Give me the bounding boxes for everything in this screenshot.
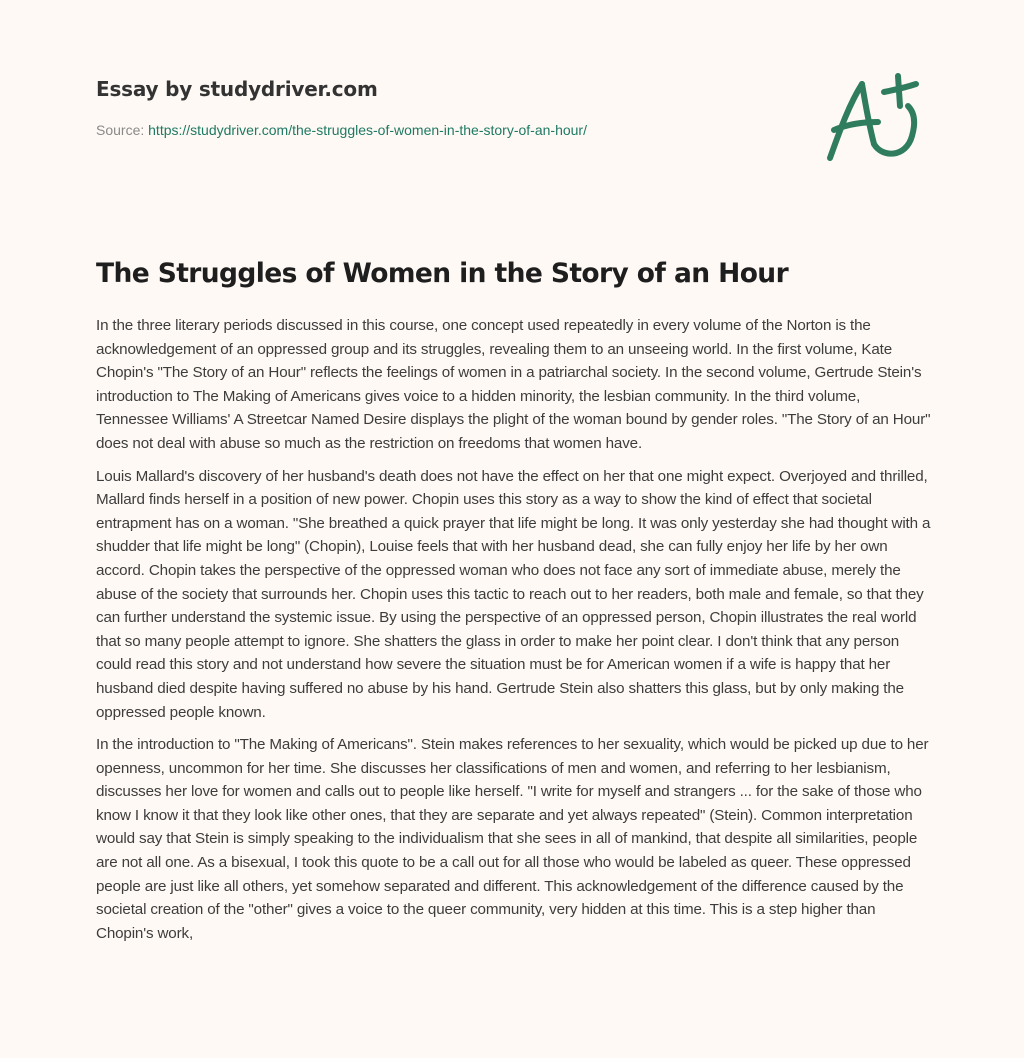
essay-paragraph: In the three literary periods discussed in this course, one concept used repeatedly in every volume of the Norton is the acknowledgement of an oppressed group and its struggles, revealing them to an unseeing world. In the first volume, Kate Chopin's "The Story of an Hour" reflects the feelings of women in a patriarchal society. In the second volume, Gertrude Stein's introduction to The Making of Americans gives voice to a hidden minority, the lesbian community. In the third volume, Tennessee Williams' A Streetcar Named Desire displays the plight of the woman bound by gender roles. "The Story of an Hour" does not deal with abuse so much as the restriction on freedoms that women have. — [96, 317, 931, 452]
source-link[interactable]: https://studydriver.com/the-struggles-of-women-in-the-story-of-an-hour/ — [148, 122, 587, 138]
essay-body — [96, 314, 932, 954]
source-label: Source: — [96, 122, 145, 138]
a-plus-grade-icon — [820, 66, 930, 166]
site-brand: Essay by studydriver.com — [96, 77, 378, 101]
essay-paragraph: Louis Mallard's discovery of her husband's death does not have the effect on her that one might expect. Overjoyed and thrilled, Mallard finds herself in a position of new power. Chopin uses this story as a way to show the kind of effect that societal entrapment has on a woman. "She breathed a quick prayer that life might be long. It was only yesterday she had thought with a shudder that life might be long" (Chopin), Louise feels that with her husband dead, she can fully enjoy her life by her own accord. Chopin takes the perspective of the oppressed woman who does not face any sort of immediate abuse, merely the abuse of the society that surrounds her. Chopin uses this tactic to reach out to her readers, both male and female, so that they can further understand the systemic issue. By using the perspective of an oppressed person, Chopin illustrates the real world that so many people attempt to ignore. She shatters the glass in order to make her point clear. I don't think that any person could read this story and not understand how severe the situation must be for American women if a wife is happy that her husband died despite having suffered no abuse by his hand. Gertrude Stein also shatters this glass, but by only making the oppressed people known. — [96, 467, 931, 721]
essay-header — [96, 74, 796, 140]
source-line — [96, 120, 796, 140]
essay-paragraph: In the introduction to "The Making of Americans". Stein makes references to her sexuality, which would be picked up due to her openness, uncommon for her time. She discusses her classifications of men and women, and referring to her lesbianism, discusses her love for women and calls out to people like herself. "I write for myself and strangers ... for the sake of those who know I know it that they look like other ones, that they are separate and yet always repeated" (Stein). Common interpretation would say that Stein is simply speaking to the individualism that she sees in all of mankind, that despite all similarities, people are not all one. As a bisexual, I took this quote to be a call out for all those who would be labeled as queer. These oppressed people are just like all others, yet somehow separated and different. This acknowledgement of the difference caused by the societal creation of the "other" gives a voice to the queer community, very hidden at this time. This is a step higher than Chopin's work, — [96, 736, 929, 942]
essay-title: The Struggles of Women in the Story of an Hour — [96, 258, 789, 289]
